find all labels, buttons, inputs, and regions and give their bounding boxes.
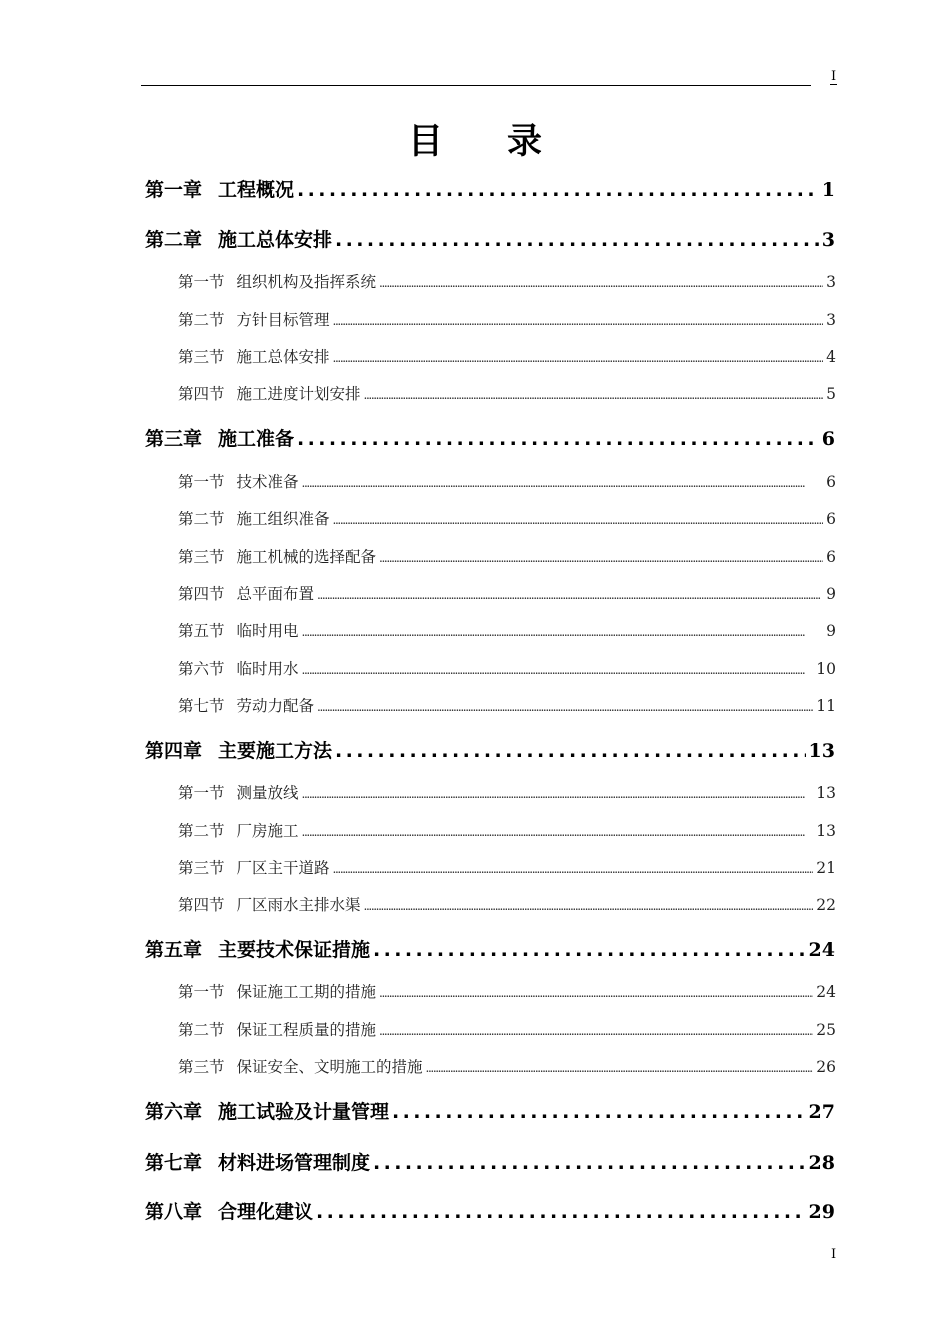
toc-entry-title: 施工总体安排	[236, 348, 330, 366]
toc-entry-label: 第二节	[178, 1021, 225, 1039]
toc-section-entry[interactable]	[178, 547, 836, 568]
toc-entry-label: 第三章	[145, 428, 203, 450]
toc-entry-label: 第七节	[178, 697, 225, 715]
toc-entry-label: 第二节	[178, 822, 225, 840]
toc-entry-label: 第三节	[178, 1058, 225, 1076]
toc-entry-label: 第二章	[145, 229, 203, 251]
page-title: 目录	[407, 122, 606, 162]
toc-entry-label: 第八章	[145, 1201, 203, 1223]
toc-entry-label: 第四章	[145, 740, 203, 762]
toc-dot-leader	[364, 895, 814, 916]
toc-entry-page-number: 21	[816, 859, 836, 877]
toc-entry-title: 施工组织准备	[236, 510, 330, 528]
toc-section-entry[interactable]	[178, 272, 836, 293]
toc-dot-leader	[317, 696, 813, 717]
toc-dot-leader	[302, 659, 814, 680]
toc-entry-page-number: 3	[826, 311, 836, 329]
toc-dot-leader	[335, 739, 806, 763]
toc-entry-title: 组织机构及指挥系统	[236, 273, 377, 291]
toc-entry-page-number: 13	[808, 740, 835, 762]
toc-entry-page-number: 3	[826, 273, 836, 291]
toc-entry-page-number: 10	[816, 660, 836, 678]
toc-entry-title: 主要施工方法	[218, 740, 333, 762]
toc-entry-title: 施工进度计划安排	[236, 385, 361, 403]
toc-dot-leader	[333, 858, 814, 879]
toc-chapter-entry[interactable]	[145, 228, 835, 252]
toc-entry-page-number: 22	[816, 896, 836, 914]
toc-chapter-entry[interactable]	[145, 1100, 835, 1124]
toc-entry-title: 厂区主干道路	[236, 859, 330, 877]
toc-entry-title: 临时用电	[236, 622, 299, 640]
toc-entry-label: 第一节	[178, 273, 225, 291]
toc-entry-title: 合理化建议	[218, 1201, 314, 1223]
toc-entry-page-number: 9	[826, 585, 836, 603]
toc-entry-label: 第六章	[145, 1101, 203, 1123]
toc-entry-label: 第二节	[178, 311, 225, 329]
toc-section-entry[interactable]	[178, 858, 836, 879]
toc-entry-label: 第一章	[145, 179, 203, 201]
toc-section-entry[interactable]	[178, 384, 836, 405]
toc-entry-title: 施工准备	[218, 428, 295, 450]
toc-dot-leader	[333, 310, 824, 331]
toc-chapter-entry[interactable]	[145, 1200, 835, 1224]
toc-dot-leader	[364, 384, 824, 405]
toc-entry-page-number: 29	[808, 1201, 835, 1223]
toc-dot-leader	[302, 783, 814, 804]
toc-entry-title: 主要技术保证措施	[218, 939, 371, 961]
toc-entry-title: 施工试验及计量管理	[218, 1101, 390, 1123]
toc-section-entry[interactable]	[178, 509, 836, 530]
toc-entry-page-number: 6	[826, 473, 836, 491]
toc-section-entry[interactable]	[178, 472, 836, 493]
toc-entry-title: 临时用水	[236, 660, 299, 678]
toc-entry-title: 工程概况	[218, 179, 295, 201]
toc-entry-title: 方针目标管理	[236, 311, 330, 329]
toc-entry-title: 总平面布置	[236, 585, 315, 603]
toc-entry-page-number: 1	[821, 179, 835, 201]
toc-entry-label: 第七章	[145, 1152, 203, 1174]
toc-entry-page-number: 26	[816, 1058, 836, 1076]
toc-section-entry[interactable]	[178, 1020, 836, 1041]
toc-dot-leader	[373, 938, 806, 962]
toc-dot-leader	[316, 1200, 806, 1224]
toc-entry-page-number: 13	[816, 784, 836, 802]
toc-dot-leader	[373, 1151, 806, 1175]
toc-chapter-entry[interactable]	[145, 427, 835, 451]
toc-entry-title: 技术准备	[236, 473, 299, 491]
header-page-number: I	[831, 69, 837, 84]
toc-entry-label: 第三节	[178, 548, 225, 566]
toc-entry-label: 第四节	[178, 896, 225, 914]
toc-section-entry[interactable]	[178, 621, 836, 642]
toc-entry-label: 第二节	[178, 510, 225, 528]
toc-entry-page-number: 11	[816, 697, 836, 715]
toc-dot-leader	[297, 178, 819, 202]
toc-entry-page-number: 24	[816, 983, 836, 1001]
toc-dot-leader	[426, 1057, 814, 1078]
toc-entry-label: 第四节	[178, 385, 225, 403]
toc-entry-label: 第一节	[178, 473, 225, 491]
toc-dot-leader	[379, 982, 813, 1003]
toc-section-entry[interactable]	[178, 584, 836, 605]
toc-entry-page-number: 5	[826, 385, 836, 403]
toc-entry-title: 厂区雨水主排水渠	[236, 896, 361, 914]
toc-dot-leader	[302, 821, 814, 842]
toc-entry-page-number: 3	[821, 229, 835, 251]
toc-dot-leader	[297, 427, 819, 451]
toc-entry-title: 测量放线	[236, 784, 299, 802]
header-rule	[141, 85, 811, 86]
toc-entry-title: 保证工程质量的措施	[236, 1021, 377, 1039]
toc-entry-title: 劳动力配备	[236, 697, 315, 715]
toc-section-entry[interactable]	[178, 1057, 836, 1078]
toc-chapter-entry[interactable]	[145, 739, 835, 763]
toc-dot-leader	[302, 621, 824, 642]
toc-section-entry[interactable]	[178, 821, 836, 842]
toc-section-entry[interactable]	[178, 783, 836, 804]
toc-dot-leader	[379, 1020, 813, 1041]
toc-entry-label: 第一节	[178, 983, 225, 1001]
toc-section-entry[interactable]	[178, 696, 836, 717]
toc-entry-page-number: 6	[821, 428, 835, 450]
toc-section-entry[interactable]	[178, 659, 836, 680]
toc-entry-title: 厂房施工	[236, 822, 299, 840]
toc-entry-label: 第一节	[178, 784, 225, 802]
toc-entry-title: 保证施工工期的措施	[236, 983, 377, 1001]
toc-chapter-entry[interactable]	[145, 1151, 835, 1175]
toc-chapter-entry[interactable]	[145, 938, 835, 962]
toc-dot-leader	[379, 547, 823, 568]
toc-entry-label: 第三节	[178, 859, 225, 877]
toc-entry-label: 第三节	[178, 348, 225, 366]
toc-entry-title: 施工总体安排	[218, 229, 333, 251]
toc-section-entry[interactable]	[178, 982, 836, 1003]
toc-dot-leader	[302, 472, 824, 493]
footer-page-number: I	[831, 1247, 837, 1262]
toc-entry-page-number: 6	[826, 510, 836, 528]
toc-entry-page-number: 4	[826, 348, 836, 366]
toc-entry-label: 第六节	[178, 660, 225, 678]
toc-dot-leader	[335, 228, 819, 252]
toc-entry-page-number: 9	[826, 622, 836, 640]
toc-dot-leader	[317, 584, 823, 605]
toc-entry-page-number: 28	[808, 1152, 835, 1174]
toc-entry-page-number: 27	[808, 1101, 835, 1123]
toc-section-entry[interactable]	[178, 347, 836, 368]
toc-entry-page-number: 13	[816, 822, 836, 840]
toc-dot-leader	[379, 272, 823, 293]
toc-entry-label: 第五章	[145, 939, 203, 961]
toc-entry-title: 材料进场管理制度	[218, 1152, 371, 1174]
toc-entry-label: 第五节	[178, 622, 225, 640]
toc-entry-label: 第四节	[178, 585, 225, 603]
toc-entry-title: 保证安全、文明施工的措施	[236, 1058, 423, 1076]
toc-dot-leader	[333, 509, 824, 530]
toc-dot-leader	[392, 1100, 806, 1124]
toc-section-entry[interactable]	[178, 895, 836, 916]
toc-entry-page-number: 6	[826, 548, 836, 566]
toc-section-entry[interactable]	[178, 310, 836, 331]
toc-entry-title: 施工机械的选择配备	[236, 548, 377, 566]
toc-entry-page-number: 24	[808, 939, 835, 961]
toc-dot-leader	[333, 347, 824, 368]
toc-chapter-entry[interactable]	[145, 178, 835, 202]
toc-entry-page-number: 25	[816, 1021, 836, 1039]
